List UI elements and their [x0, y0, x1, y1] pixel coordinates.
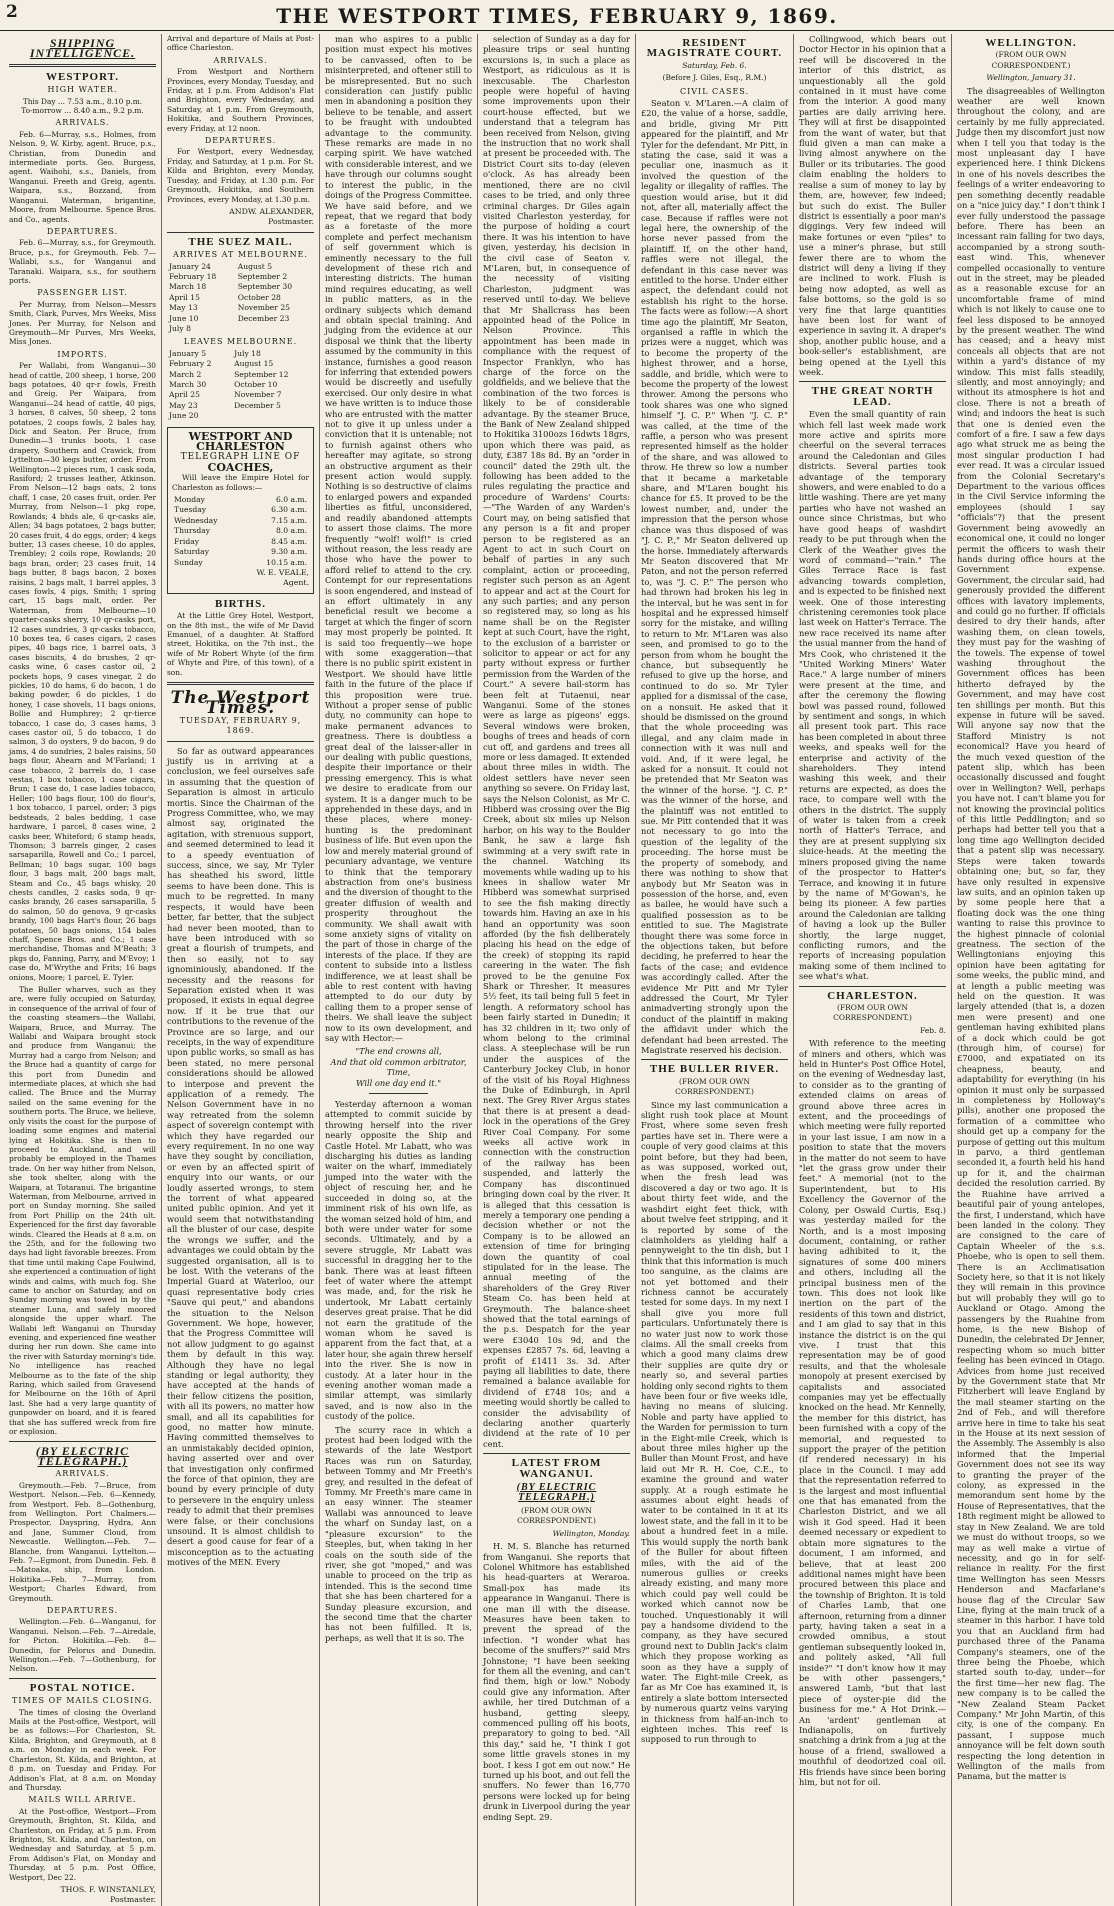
high-water-heading: HIGH WATER. — [47, 85, 118, 95]
column-5 — [636, 34, 794, 1906]
hector-quote-line-3: Will one day end it." — [355, 1077, 442, 1088]
column-3 — [320, 34, 478, 1906]
suez-arrives-table — [167, 262, 314, 335]
charleston-postmaster-name: ANDW. ALEXANDER, — [229, 206, 314, 216]
charleston-heading: CHARLESTON. — [827, 989, 918, 1002]
mails-arrive-heading: MAILS WILL ARRIVE. — [28, 1795, 137, 1805]
arrivals-heading: ARRIVALS. — [55, 118, 110, 128]
suez-arrives-heading: ARRIVES AT MELBOURNE. — [173, 250, 308, 260]
buller-byline: (FROM OUR OWN CORRESPONDENT.) — [675, 1076, 754, 1097]
rm-court-date: Saturday, Feb. 6. — [682, 60, 747, 70]
passenger-list-text: Per Murray, from Nelson—Messrs Smith, Clark, Purves, Mrs Weeks, Miss Jones. Per Murray, for Nelson and Greymouth—Mr Purves, Mrs Weeks, Miss Jones. — [9, 299, 156, 347]
mails-closing-heading: TIMES OF MAILS CLOSING. — [12, 1696, 153, 1706]
hector-quote-line-2: And that old common arbitrator, Time, — [330, 1056, 467, 1078]
coach-intro: Will leave the Empire Hotel for Charleston as follows:— — [172, 473, 309, 492]
postal-notice-heading: POSTAL NOTICE. — [29, 1681, 136, 1694]
table-row: April 15 October 28 — [169, 292, 281, 302]
table-row: February 2 August 15 — [169, 359, 274, 369]
table-row: Tuesday 6.30 a.m. — [174, 505, 307, 515]
charleston-mails-intro: Arrival and departure of Mails at Post-office Charleston. — [167, 34, 314, 53]
suicide-attempt-news: Yesterday afternoon a woman attempted to commit suicide by throwing herself into the river nearly opposite the Ship and Castle Hotel. Mr Labatt, who was discharging his duties as landing waiter on the wharf, immediately jumped into the water with the object of rescuing her, and he succeeded in doing so, at the imminent risk of his own life, as the woman seized hold of him, and both were under water for some seconds. Ultimately, and by a severe struggle, Mr Labatt was successful in dragging her to the bank. There was at least fifteen feet of water where the attempt was made, and, for the risk he undertook, Mr Labatt certainly deserves great praise. That he did not earn the gratitude of the woman whom he saved is apparent from the fact that, at a later hour, she again threw herself into the river. She is now in custody. At a later hour in the evening another woman made a similar attempt, was similarly saved, and is now also in the custody of the police. — [325, 1099, 472, 1422]
rm-court-heading: RESIDENT MAGISTRATE COURT. — [646, 37, 783, 60]
column-2 — [162, 34, 320, 1906]
imports-text: Per Wallabi, from Wanganui—30 head of cattle, 200 sheep, 1 horse, 200 bags potatoes, 40 qr-r fowls, Freith and Greig. Per Waipara, from Wanganui—24 head of cattle, 40 pigs, 3 horses, 8 calves, 50 sheep, 2 tons potatoes, 2 coops fowls, 2 bales hay, Dick and Seaton. Per Bruce, from Dunedin—3 trunks boots, 1 case drapery, Southern and Crawick, from Lyttelton—30 kegs butter, order. From Wellington—2 pieces rum, 1 cask soda, Rasiford; 2 trusses leather, Atkinson. From Nelson—12 bags oats, 2 tons chaff, 1 case, 20 cases fruit, order. Per Murray, from Nelson—1 pkg rope, Rowlands; 4 bhds ale, 6 qr-casks ale, Allen; 34 bags potatoes, 2 bags butter, 20 cases fruit, 4 do eggs, order; 4 kegs butter, 13 cases cheese, 10 do apples, Trembley; 2 coils rope, Rowlands; 20 bags bran, order; 23 cases fruit, 14 bags butter, 8 bags bacon, 2 boxes raisins, 2 bags malt, 1 barrel apples, 3 cases fowls, 4 pigs, Smith; 1 spring cart, 15 bags malt, order. Per Waterman, from Melbourne—10 quarter-casks sherry, 10 qr-casks port, 12 cases sundries, 3 qr-casks tobacco, 10 boxes tea, 6 cases cigars, 2 cases pipes, 40 bags rice, 1 barrel oats, 3 cases biscuits, 4 do brushes, 2 qr-casks wine, 6 cases castor oil, 2 pockets hops, 9 cases vinegar, 2 do pickles, 10 do hams, 6 do bacon, 1 do baking powder, 6 do pickles, 1 do honey, 1 case shovels, 11 bags onions, Bollie and Humphrey; 2 qr-tierce tobacco, 1 case do, 3 cases hams, 3 cases castor oil, 5 do tobacco, 1 do salmon, 3 do oysters, 9 do bacon, 9 do jams, 4 do sundries, 2 bales raisins, 50 bags flour, Ahearn and M'Farland; 1 case tobacco, 2 barrels do, 1 case vestas, 1 box tobacco, 1 case cigars, Brun; 1 case do, 1 case ladies tobacco, Heller; 100 bags flour, 100 do flour's, 1 box tobacco, 1 parcel, order; 3 pigs bedsteads, 2 bales bedding, 1 case hardware, 1 parcel, 8 cases wine, 2 casks beer, Whiteford; 6 stamp heads, Thomson; 3 barrels ginger, 2 cases sarsaparilla, Rowell and Co.; 1 parcel, Bellman; 10 bags sugar, 100 bags flour, 3 bags malt, 200 bags malt, Steam and Co., 45 bags whisky, 20 chests candles, 2 casks soda, 9 qr-casks brandy, 26 cases sarsaparilla, 5 do salmon, 50 do genova, 9 qr-casks brandy, 100 bags Hart's flour, 26 bags potatoes, 50 bags onions, 154 bales chaff, Spence Bros. and Co.; 1 case merchandise, Thomas and M'Beath; 3 pkgs do, Fanning, Parry, and M'Evoy; 1 case do, M'Wrythe and Frits; 16 bags onions, Moore; 1 parcel, E. Tyler. — [9, 361, 156, 982]
table-row: Wednesday 7.15 a.m. — [174, 515, 307, 525]
wanganui-heading: LATEST FROM WANGANUI. — [511, 1457, 602, 1480]
postmaster-name: THOS. F. WINSTANLEY, — [60, 1884, 156, 1894]
departures-heading: DEPARTURES. — [46, 226, 119, 236]
coach-agent-name: W. E. VEALE, — [256, 567, 309, 577]
wellington-dateline: Wellington, January 31. — [986, 73, 1076, 83]
charleston-byline: (FROM OUR OWN CORRESPONDENT.) — [833, 1002, 912, 1023]
departures-text: Feb. 6—Murray, s.s., for Greymouth. Bruce, p.s., for Greymouth. Feb. 7—Wallabi, s.s., for Wanganui and Taranaki. Waipara, s.s., for southern ports. — [9, 238, 156, 285]
editorial-date: TUESDAY, FEBRUARY 9, 1869. — [179, 715, 302, 736]
charleston-departures-heading: DEPARTURES. — [204, 136, 277, 146]
rm-court-before: (Before J. Giles, Esq., R.M.) — [662, 73, 767, 83]
table-row: May 13 November 25 — [169, 303, 290, 313]
high-water-today: This Day ... 7.53 a.m., 8.10 p.m. — [22, 96, 143, 106]
westport-heading: WESTPORT. — [46, 70, 119, 83]
rm-court-text: Seaton v. M'Laren.—A claim of £20, the value of a horse, saddle, and bridle, giving Mr Pitt appeared for the plaintiff, and Mr Tyler for the defendant. Mr Pitt, in stating the case, said it was a peculiar one, inasmuch as it involved the question of the legality or illegality of raffles. The question would arise, but it did not, after all, materially affect the case. Because if raffles were not legal here, the ownership of the horse never passed from the plaintiff. If, on the other hand, raffles were not illegal, the defendant in this case never was entitled to the horse. Under either aspect, the defendant could not establish his right to the horse. The facts were as follow:—A short time ago the plaintiff, Mr Seaton, organised a raffle in which the prizes were a nugget, which was to become the property of the highest thrower, and a horse, saddle, and bridle, which were to become the property of the lowest thrower. Among the persons who took shares was one who signed himself "J. C. P." When "J. C. P." was called, at the time of the raffle, a person who was present represented himself as the holder of the share, and was allowed to throw. He threw so low a number that it became a marketable share, and M'Laren bought his chance for £5. It proved to be the lowest number, and, under the impression that the person whose chance was thus disposed of was "J. C. P.," Mr Seaton delivered up the horse. Immediately afterwards Mr Seaton discovered that Mr Paton, and not the person referred to, was "J. C. P." The person who had thrown had broken his leg in the interval, but he was sent in for hospital and he expressed himself sorry for the mistake, and willing to return to Mr. M'Laren was also seen, and promised to go to the person from whom he bought the chance, but subsequently he refused to give up the horse, and continued to do so. Mr Tyler applied for a dismissal of the case, on a nonsuit. He asked that it should be dismissed on the ground that the whole proceeding was illegal, and any claim made in connection with it was null and void. And, if it were legal, he asked for a nonsuit. It could not be pretended that Mr Seaton was the winner of the horse. "J. C. P." was the winner of the horse, and the plaintiff was not entitled to sue. Mr Pitt contended that it was not necessary to go into the question of the legality of the proceeding. The horse must be the property of somebody, and there was nothing to show that anybody but Mr Seaton was in possession of the horse, and, even as bailee, he would have such a qualified possession as to be entitled to sue. The Magistrate thought there was some force in the objections taken, but before deciding, he preferred to hear the facts of the case; and evidence was accordingly called. After the evidence Mr Pitt and Mr Tyler addressed the Court, Mr Tyler animadverting strongly upon the conduct of the plaintiff in making the affidavit under which the defendant had been arrested. The Magistrate reserved his decision. — [641, 98, 788, 1055]
editorial-paper-name: The Westport Times. — [170, 687, 311, 719]
imports-heading: IMPORTS. — [57, 349, 108, 359]
wellington-heading: WELLINGTON. — [985, 37, 1077, 49]
local-news: selection of Sunday as a day for pleasure trips or seal hunting excursions is, in such a place as Westport, as ridiculous as it is inexcusable. The Charleston people were hopeful of having some improvements upon their court-house effected, but we understand that a telegram has been received from Nelson, giving the instruction that no work shall at present be proceeded with. The District Court sits to-day (eleven o'clock. As has already been mentioned, there are no civil cases to be tried, and only three criminal charges. Dr Giles again visited Charleston yesterday, for the purpose of holding a court there. It was his intention to have given, yesterday, his decision in the civil case of Seaton v. M'Laren, but, in consequence of the necessity of visiting Charleston, judgment was reserved until to-day. We believe that Mr Shallcrass has been appointed head of the Police in Nelson Province. This appointment has been made in compliance with the request of Inspector Franklyn, who has charge of the force on the goldfields, and we believe that the combination of the two forces is likely to be of considerable advantage. By the steamer Bruce, the Bank of New Zealand shipped to Hokitika 3100ozs 16dwts 18grs, upon which there was paid, as duty, £387 18s 8d. By an "order in council" dated the 29th ult. the following has been added to the rules regulating the practice and procedure of Wardens' Courts:—"The Warden of any Warden's Court may, on being satisfied that any person is a fit and proper person to be registered as an Agent to act in such Court on behalf of parties in any such complaint, action or proceeding, register such person as an Agent to appear and act at the Court for any such parties; and any person so registered may, so long as his name shall be on the Register kept at such Court, have the right, to the exclusion of a barrister or solicitor to appear or act for any party without express or further permission from the Warden of the Court." A severe hail-storm has been felt at Tutaenui, near Wanganui. Some of the stones were as large as pigeons' eggs. Several windows were broken, boughs of trees and heads of corn cut off, and gardens and trees all more or less damaged. It extended about three miles in width. The oldest settlers have never seen anything so severe. On Friday last, says the Nelson Colonist, as Mr C. Hibberd was crossing over the Big Creek, about six miles up Nelson harbor, on his way to the Boulder Bank, he saw a large fish swimming at a very swift rate in the channel. Watching its movements while wading up to his knees in shallow water Mr Hibberd was somewhat surprised to see the fish making directly towards him. Having an axe in his hand an opportunity was soon afforded (by the fish deliberately placing his head on the edge of the creek) of stopping its rapid careering in the water. The fish proved to be the genuine Fox Shark or Thresher. It measures 5½ feet, its tail being full 5 feet in length. A reformatory school has been fairly started in Dunedin; it has 32 children in it; two only of whom belong to the criminal class. A steeplechase will be run under the auspices of the Canterbury Jockey Club, in honor of the visit of his Royal Highness the Duke of Edinburgh, in April next. The Grey River Argus states that there is at present a dead-lock in the operations of the Grey River Coal Company. For some weeks all active work in connection with the construction of the railway has been suspended, and latterly the Company has discontinued bringing down coal by the river. It is alleged that this cessation is merely a temporary one pending a decision whether or not the Company is to be allowed an extension of time for bringing down the quantity of coal stipulated for in the lease. The annual meeting of the shareholders of the Grey River Steam Co. has been held at Greymouth. The balance-sheet showed that the total earnings of the p.s. Despatch for the year were £3040 10s 9d, and the expenses £2857 7s. 6d, leaving a profit of £1411 3s. 3d. After paying all liabilities to date, there remained a balance available for dividend of £748 10s; and a meeting would shortly be called to consider the advisability of declaring another quarterly dividend at the rate of 10 per cent. — [483, 34, 630, 1449]
coach-title-2: TELEGRAPH LINE OF — [180, 452, 301, 463]
table-row: Friday 8.45 a.m. — [174, 536, 307, 546]
civil-cases-heading: CIVIL CASES. — [679, 86, 750, 96]
table-row: January 24 August 5 — [169, 261, 273, 271]
newspaper-title: THE WESTPORT TIMES, FEBRUARY 9, 1869. — [276, 4, 838, 28]
charleston-arrivals-text: From Westport and Northern Provinces, every Monday, Tuesday, and Friday, at 1 p.m. From Addison's Flat and Brighton, every Wednesday, and Saturday, at 1 p.m. From Greymouth, Hokitika, and Southern Provinces, every Friday, at 12 noon. — [167, 67, 314, 133]
buller-river-heading: THE BULLER RIVER. — [649, 1063, 780, 1076]
postal-notice-text: The times of closing the Overland Mails at the Post-office, Westport, will be as follows:—For Charleston, St. Kilda, Brighton, and Greymouth, at 8 a.m. on Monday in each week. For Charleston, St. Kilda, and Brighton, at 8 p.m. on Tuesday and Friday. For Addison's Flat, at 8 a.m. on Monday and Thursday. — [9, 1707, 156, 1792]
wanganui-byline: (FROM OUR OWN CORRESPONDENT.) — [517, 1505, 596, 1526]
page-number: 2 — [6, 2, 18, 22]
masthead — [0, 0, 1114, 31]
hector-quote-line-1: "The end crowns all, — [355, 1046, 442, 1057]
north-lead-text: Even the small quantity of rain which fell last week made work more active and spirits more cheerful on the several terraces around the Caledonian and Giles districts. Several parties took advantage of the temporary showers, and were enabled to do a little washing. There are yet many parties who have not washed an ounce since Christmas, but who have good heaps of washdirt ready to be put through when the Clerk of the Weather gives the word of command—"rain." The Giles Terrace Race is fast advancing towards completion, and is expected to be finished next week. One of those interesting christening ceremonies took place last week on Hatter's Terrace. The new race received its name after the usual manner from the hand of Mrs Cook, who christened it the "United Working Miners' Water Race." A large number of miners were present at the time, and after the ceremony the flowing bowl was passed round, followed by sentiment and songs, in which all present took part. This race has been completed in about three weeks, and speaks well for the enterprise and activity of the shareholders. They intend washing this week, and their returns are expected, as does the race, to compare well with the others in the district. The supply of water is taken from a creek north of Hatter's Terrace, and they are at present supplying six sluice-heads. At the meeting the miners proposed giving the name of the prospector to Hatter's Terrace, and knowing it in future by the name of M'Gowan's, he being its pioneer. A few parties around the Caledonian are talking of having a look up the Buller shortly, the large nugget, conflicting rumors, and the reports of increasing population making some of them inclined to see what's what. — [799, 409, 946, 982]
coach-agent-title: Agent. — [283, 578, 309, 588]
table-row: April 25 November 7 — [169, 390, 282, 400]
suez-leaves-heading: LEAVES MELBOURNE. — [183, 337, 298, 347]
table-row: Sunday 10.15 a.m. — [174, 557, 307, 567]
suez-mail-heading: THE SUEZ MAIL. — [188, 235, 293, 248]
column-4 — [478, 34, 636, 1906]
table-row: Saturday 9.30 a.m. — [174, 547, 307, 557]
charleston-text: With reference to the meeting of miners and others, which was held in Hunter's Post Office Hotel, on the evening of Wednesday last, to consider as to the granting of extended claims on areas of ground above three acres in extent, and the proceedings of which meeting were fully reported in your last issue, I am now in a position to state that the movers in the matter do not seem to have "let the grass grow under their feet." A memorial (not to the Superintendent, but to His Excellency the Governor of the Colony, per Oswald Curtis, Esq.) was yesterday mailed for the North, and is a most imposing document, containing, or rather having adhibited to it, the signatures of some 400 miners and others, including all the principal business men of the town. This does not look like inertion on the part of the residents of this town and district, and I am glad to say that in this instance the district is on the qui vive. I trust that this representation may be of good results, and that the wholesale monopoly at present exercised by capitalists and associated companies may yet be effectually knocked on the head. Mr Kennelly, the member for this district, has been furnished with a copy of the memorial, and requested to support the prayer of the petition (if rendered necessary) in his place in the Council. I may add that the representation referred to is the largest and most influential one that has emanated from the Charleston District, and we all wish it God speed. Had it been deemed necessary or expedient to obtain more signatures to the document, I am informed, and believe, that at least 200 additional names might have been procured between this place and the township of Brighton. It is told of Charles Lamb, that one afternoon, returning from a dinner party, having taken a seat in a crowded omnibus, a stout gentleman subsequently looked in, and politely asked, "All full inside?" "I don't know how it may be with other passengers," answered Lamb, "but that last piece of oyster-pie did the business for me." A Hot Drink.—An 'ardent' gentleman at Indianapolis, on furtively snatching a drink from a jug at the house of a friend, swallowed a mouthful of deodorized coal oil. His friends have since been boring him, but not for oil. — [799, 1038, 946, 1788]
table-row: June 20 — [169, 411, 199, 421]
editorial-text: So far as outward appearances justify us in arriving at a conclusion, we feel ourselves safe in assuming that the question of Separation is almost in articulo mortis. Since the Chairman of the Progress Committee, who, we may almost say, originated the agitation, with strenuous support, and seemed determined to lead it to a speedy eventuation of success, since, we say, Mr Tyler has sheathed his sword, little seems to have been done. This is much to be regretted. In many respects, it would have been better, far better, that the subject had never been mooted, than to have been introduced with so great a flourish of trumpets, and then so easily, not to say ignominiously, abandoned. If the necessity and the reasons for Separation existed when it was proposed, it exists in equal degree now. If it be true that our contributions to the revenue of the Province are so large, and our receipts, in the way of expenditure upon public works, so small as has been stated, no mere personal considerations should be allowed to interpose and prevent the application of a remedy. The Nelson Government have in no way retreated from the solemn aspect of sovereign contempt with which they have regarded our every requirement. In no one way have they sought by conciliation, or even by an affected spirit of enquiry into our wants, or our loudly asserted wrongs, to stem the torrent of what appeared united public opinion. And yet it would seem that notwithstanding all the bluster of our case, despite the wrongs we suffer, and the advantages we could obtain by the suggested organisation, all is to be lost. With the veterans of the Imperial Guard at Waterloo, our quasi representative body cries "Sauve qui peut," and abandons the situation to the Nelson Government. We hope, however, that the Progress Committee will not allow judgment to go against them by default in this way. Although they have no legal standing or legal authority, they have accepted at the hands of their fellow citizens the position, with all its powers, no matter how small, and all its capabilities for good, no matter how minute. Having committed themselves to an unmistakably decided opinion, having asserted over and over that investigation only confirmed the force of that opinion, they are bound by every principle of duty to persevere in the enquiry unless ready to admit that their premises were false, or their conclusions unsound. It is almost childish to desert a good cause for fear of a misconception as to the actuating motives of the MEN. Every — [167, 745, 315, 1568]
high-water-tomorrow: To-morrow ... 8.40 a.m., 9.2 p.m. — [21, 106, 144, 116]
births-text: At the Little Grey Hotel, Westport, on the 8th inst., the wife of Mr David Emanuel, of a daughter. At Stafford street, Hokitika, on the 7th inst., the wife of Mr Robert Whyte (of the firm of Whyte and Pire, of this town), of a son. — [167, 611, 314, 677]
table-row: March 30 October 10 — [169, 380, 278, 389]
table-row: Monday 6.0 a.m. — [174, 495, 307, 505]
charleston-departures-text: For Westport, every Wednesday, Friday, and Saturday, at 1 p.m. For St. Kilda and Brighton, every Monday, Tuesday, and Friday, at 1.30 p.m. For Greymouth, Hokitika, and Southern Provinces, every Monday, at 1.30 p.m. — [167, 147, 314, 204]
column-7 — [952, 34, 1110, 1906]
table-row: June 10 December 23 — [169, 313, 290, 323]
tel-arrivals-text: Greymouth.—Feb. 7—Bruce, from Westport. Nelson.—Feb. 6—Kennedy, from Westport. Feb. 8—Gothenburg, from Wellington. Port Chalmers.—Prospector, Dayspring, Hydra, Ann and Jane, Summer Cloud, from Newcastle. Wellington.—Feb. 7—Blanche, from Wanganui. Lyttelton.—Feb. 7—Egmont, from Dunedin. Feb. 8—Matoaka, ship, from London. Hokitika.—Feb. 7—Murray, from Westport; Charles Edward, from Greymouth. — [9, 1480, 156, 1603]
shipping-heading: SHIPPING INTELLIGENCE. — [29, 36, 136, 61]
wanganui-dateline: Wellington, Monday. — [552, 1528, 630, 1538]
suez-leaves-table — [167, 349, 314, 422]
postmaster-title: Postmaster. — [110, 1895, 156, 1905]
telegraph-heading: (BY ELECTRIC TELEGRAPH.) — [35, 1443, 130, 1468]
table-row: March 2 September 12 — [169, 369, 289, 379]
births-heading: BIRTHS. — [215, 597, 266, 610]
table-row: January 5 July 18 — [169, 348, 261, 358]
table-row: Thursday 8.0 a.m. — [174, 526, 307, 536]
buller-river-text: Since my last communication a slight rush took place at Mount Frost, where some seven fresh parties have set in. There were a couple of very good claims at this point before, but they had been, as was supposed, worked out, when the fresh lead was discovered a day or two ago. It is about thirty feet wide, and the washdirt eight feet thick, with about twelve feet stripping, and it is reported by some of the claimholders as yielding half a pennyweight to the tin dish, but I think that this information is much too sanguine, as the claims are not yet bottomed and their richness cannot be accurately tested for some days. In my next I shall give you more full particulars. Unfortunately there is no water just now to work those claims. All the small creeks from which a good many claims drew their supplies are quite dry or nearly so, and several parties holding only second rights to them have been four or five weeks idle, having no means of sluicing. Noble and party have applied to the Warden for permission to turn in the Eight-mile Creek, which is about three miles higher up the Buller than Mount Frost, and have laid out Mr R. H. Coe, C.E., to examine the ground and water supply. At a rough estimate he assumes about eight heads of water to be contained in it at its lowest state, and the fall in it to be about a hundred feet in a mile. This would supply the north bank of the Buller for about fifteen miles, with the aid of the numerous gullies or creeks already existing, and many more which could pay well could be worked which cannot now be touched. Unquestionably it will pay a handsome dividend to the company, as they have secured ground next to Dublin Jack's claim which they propose working as soon as they have a supply of water. The Eight-mile Creek, as far as Mr Coe has examined it, is entirely a slate bottom intersected by numerous quartz veins varying in thickness from half-an-inch to eighteen inches. This reef is supposed to run through to — [641, 1099, 788, 1745]
table-row: May 23 December 5 — [169, 400, 281, 410]
newspaper-columns — [4, 34, 1110, 1905]
buller-river-continued: Collingwood, which bears out Doctor Hector in his opinion that a reef will be discovered in the interior of this district, as unquestionably all the gold contained in it must have come from the interior. A good many parties are daily arriving here. They will at first be disappointed from the want of water, but that fluid given a man can make a living almost anywhere on the Buller or its tributaries. The good claim enabling the holders to realise a sum of money to lay by them, are, however, few indeed; but such do exist. The Buller district is essentially a poor man's diggings. Very few indeed will make fortunes or even "piles" to use a miner's phrase, but still fewer there are to whom the district will deny a living if they are inclined to work. Flush is being now adopted, as well as false bottoms, so the gold is so very fine that large quantities have been lost for want of experience in saving it. A draper's shop, another public house, and a book-seller's establishment, are being opened at the Lyell this week. — [799, 34, 946, 377]
table-row: February 18 September 2 — [169, 271, 288, 281]
coach-timetable — [172, 495, 309, 568]
passenger-list-heading: PASSENGER LIST. — [37, 288, 128, 298]
coach-advertisement — [167, 427, 314, 594]
wanganui-text: H. M. S. Blanche has returned from Wanganui. She reports that Colonel Whitmore has established his head-quarters at Weraroa. Small-pox has made its appearance in Wanganui. There is one man ill with the disease. Measures have been taken to prevent the spread of the infection. "I wonder what has become of the snuffers?" said Mrs Johnstone; "I have been seeking for them all the evening, and can't find them, high or low." Nobody could give any information. After awhile, her tired Dutchman of a husband, getting sleepy, commenced pulling off his boots, preparatory to going to bed. "All this day," said he, "I think I got some little gravels stones in my boot. I kess I got em out now." He turned up his boot, and out fell the snuffers. No fewer than 16,770 persons were locked up for being drunk in Liverpool during the year ending Sept. 29. — [483, 1541, 631, 1822]
column-1 — [4, 34, 162, 1906]
tel-departures-heading: DEPARTURES. — [46, 1606, 119, 1615]
coach-title-3: COACHES, — [207, 460, 274, 474]
table-row: July 8 — [169, 323, 191, 333]
north-lead-heading: THE GREAT NORTH LEAD. — [811, 385, 934, 408]
coach-title-1: WESTPORT AND CHARLESTON — [188, 429, 293, 454]
editorial-continued: man who aspires to a public position must expect his motives to be canvassed, often to be misinterpreted, and oftener still to be misrepresented. But no such consideration can justify public men in abandoning a position they believe to be tenable, and assert to be fraught with undoubted advantage to the community. These remarks are made in no carping spirit. We have watched with considerable interest, and we have through our columns sought to interest the public, in the doings of the Progress Committee. We have said before, and we repeat, that we regard that body as a foretaste of the more complete and perfect mechanism of self government which is eminently necessary to the full development of these rich and interesting districts. The human mind requires educating, as well in public matters, as in the ordinary subjects which demand and obtain special training. And judging from the evidence at our disposal we think that the liberty assumed by the community in this instance, furnishes a good reason for inferring that extended powers would be discreetly and usefully exercised. Our only desire in what we have written is to induce those who are entrusted with the matter not to give it up unless under a conviction that it is untenable; not to furnish against others who hereafter may agitate, so strong an obstructive argument as their present action would supply. Nothing is so destructive of claims to enlarged powers and expanded liberties as fitful, unconsidered, and readily abandoned attempts to assert those claims. The more frequently "wolf! wolf!" is cried without reason, the less ready are those who have the power to afford relief to attend to the cry. Contempt for our representations is soon engendered, and instead of an effort ultimately in any beneficial result we become a target at which the finger of scorn may most properly be pointed. It is said too frequently—we hope with some exaggeration—that there is no public spirit existent in Westport. We should have little faith in the future of the place if this proposition were true. Without a proper sense of public duty, no community can hope to make permanent advances to greatness. There is doubtless a great deal of the laisser-aller in our dealing with public questions, despite their importance or their pressing emergency. This is what we desire to eradicate from our system. It is a danger much to be apprehended in these days, and in these places, where money-hunting is the predominant business of life. But even upon the low and merely material ground of pecuniary advantage, we venture to think that the temporary abstraction from one's business and the diversion of thought to the greater diffusion of wealth and prosperity throughout the community. We shall await with some anxiety signs of vitality on the part of those in charge of the interests of the place. If they are content to subside into a listless indifference, we at least shall be able to rest content with having attempted to do our duty by calling them to a proper sense of theirs. We shall leave the subject now to its own development, and say with Hector:— — [325, 34, 472, 1043]
race-and-wallabi-news: The scurry race in which a protest had been lodged with the stewards of the late Westport Races was run on Saturday, between Tommy and Mr Freeth's grey, and resulted in the defeat of Tommy. Mr Freeth's mare came in an easy winner. The steamer Wallabi was announced to leave the wharf on Sunday last, on a "pleasure excursion" to the Steeples, but, when taking in her coals on the south side of the river, she got "moped," and was unable to proceed on the trip as intended. This is the second time that she has been chartered for a Sunday pleasure excursion, and the second time that the charter has not been fulfilled. It is, perhaps, as well that it is so. The — [325, 1424, 472, 1643]
shipping-notes: The Buller wharves, such as they are, were fully occupied on Saturday, in consequence of the arrival of four of the coasting steamers—the Wallabi, Waipara, Bruce, and Murray. The Wallabi and Waipara brought stock and produce from Wanganui; the Murray had a cargo from Nelson; and the Bruce had a quantity of cargo for this port from Dunedin and intermediate places, at which she had called. The Bruce and the Murray sailed on the same evening for the southern ports. The Bruce, we believe, only visits the coast for the purpose of loading some engines and material lying at Hokitika. She is then to proceed to Auckland, and will probably be employed in the Thames trade. On her way hither from Nelson, she took shelter, along with the Waipara, at Totaranui. The brigantine Waterman, from Melbourne, arrived in port on Sunday morning. She sailed from Port Phillip on the 24th ult. Experienced for the first day favorable winds. Cleared the Heads at 8 a.m. on the 25th, and for the following two days had light favorable breezes. From that time until making Cape Foulwind, she experienced a continuation of light winds and calms, with much fog. She came to anchor on Saturday, and on Sunday morning was towed in by the steamer Luna, and safely moored alongside the upper wharf. The Wallabi left Wanganui on Thursday evening, and experienced fine weather during her run down. She came into the river with Saturday morning's tide. No intelligence has reached Melbourne as to the fate of the ship Raring, which sailed from Gravesend for Melbourne on the 16th of April last. She had a very large quantity of gunpowder on board, and it is feared that she has suffered wreck from fire or explosion. — [9, 985, 156, 1437]
wanganui-telegraph: (BY ELECTRIC TELEGRAPH.) — [516, 1482, 597, 1504]
charleston-postmaster-title: Postmaster. — [268, 217, 314, 227]
charleston-dateline: Feb. 8. — [920, 1025, 946, 1035]
wellington-text: The disagreeables of Wellington weather are well known throughout the colony, and are certainly by me fully appreciated. Judge then my discomfort just now when I tell you that today is the most unpleasant day I have experienced here. I think Dickens in one of his novels describes the feelings of a writer endeavoring to pen something decently readable on a "nice juicy day." I don't think I ever fully understood the passage before. There has been an incessant rain falling for two days, accompanied by a strong south-east wind. This, whenever compelled occasionally to venture out in the street, may be pleaded as a reasonable excuse for an uncomfortable frame of mind which is not likely to cause one to feel less disposed to be annoyed by the present weather. The wind has ceased; and a heavy mist conceals all objects that are not within a yard's distance of my window. This mist falls steadily, silently, and most annoyingly; and without its atmosphere is hot and close. There is not a breath of wind; and indoors the heat is such that one is denied even the comfort of a fire. I saw a few days ago what struck me as being the most singular production I had ever read. It was a circular issued from the Colonial Secretary's Department to the various offices in the Civil Service informing the employees (should I say "officials"?) that the present Government being avowedly an economical one, it could no longer permit the officers to wash their hands during office hours at the Government expense. Government, the circular said, had generously provided the different offices with lavatory implements, and could go no further. If officials desired to dry their hands, after washing them, on clean towels, they must pay for the washing of the towels. The expense of towel washing throughout the Government offices has been hitherto defrayed by the Government, and may have cost ten shillings per month. But this expense in future will be saved. Will anyone say now that the Stafford Ministry is not economical? Have you heard of the much vexed question of the patent slip, which has been occasionally discussed and fought over in Wellington? Well, perhaps you have not. I can't blame you for not knowing the provincial politics of this little Peddlington; and so perhaps had better tell you that a long time ago Wellington decided that a patent slip was necessary. Steps were taken towards obtaining one; but, so far, they have only resulted in expensive law suits, and an opinion taken up by some people here that a floating dock was the one thing wanting to raise this province to the highest pinnacle of colonial greatness. The section of the Wellingtonians enjoying this opinion have been agitating for some weeks, the public mind, and at length a public meeting was held on the question. It was largely attended (that is, a dozen men were present) and one gentleman having exhibited plans of a dock which could be got (through him, of course) for £7000, and expatiated on its cheapness, beauty, and adaptability for everything (in his opinion it must only be surpassed in completeness by Holloway's pills), another one proposed the formation of a committee who should get up a company for the purpose of getting out this multum in parvo, a third gentleman seconded it, a fourth held his hand up for it, and the chairman decided the resolution carried. By the Ruahine have arrived a beautiful pair of young antelopes, the first, I understand, which have been landed in the colony. They are consigned to the care of Captain Wheeler of the s.s. Phoebe, who is open to sell them. There is an Acclimatisation Society here, so that it is not likely they will remain in this province but will probably they will go to Auckland or Otago. Among the passengers by the Ruahine from home, is the new Bishop of Dunedin, the celebrated Dr Jenner, respecting whom so much bitter feeling has been evinced in Otago. Advices from home just received by the Government state that Mr Fitzherbert will leave England by the mail steamer starting on the 2nd of Feb., and will therefore arrive here in time to take his seat in the House at its next session of the Assembly. The Assembly is also informed that the Imperial Government does not see its way to granting the prayer of the colony, as expressed in the memorandum sent home by the House of Representatives, that the 18th regiment might be allowed to stay in New Zealand. We are told we must do without troops, so we may as well make a virtue of necessity, and go in for self-reliance in reality. For the first time Wellington has seen Messrs Henderson and Macfarlane's house flag of the Circular Saw Line, flying at the main truck of a steamer in this harbor. I have told you that an Auckland firm had purchased three of the Panama Company's steamers, one of the three being the Phoebe, which started south to-day, under—for the first time—her new flag. The new company is to be called the "New Zealand Steam Packet Company." Mr John Martin, of this city, is one of the company. En passant, I suppose much annoyance will be felt down south respecting the long detention in Wellington of the mails from Panama, but the matter is — [957, 85, 1105, 1782]
table-row: March 18 September 30 — [169, 282, 293, 292]
tel-arrivals-heading: ARRIVALS. — [55, 1469, 110, 1479]
arrivals-text: Feb. 6—Murray, s.s., Holmes, from Nelson. 9, W. Kirby, agent. Bruce, p.s., Christian, from Dunedin and intermediate ports. Geo. Burgess, agent. Waihohi, s.s., Daniels, from Wanganui. Freeth and Greig, agents. Waipara, s.s., Bozzand, from Wanganui. Waterman, brigantine, Moore, from Melbourne. Spence Bros. and Co., agents. — [9, 129, 156, 224]
tel-departures-text: Wellington.—Feb. 6—Wanganui, for Wanganui. Nelson.—Feb. 7—Airedale, for Picton. Hokitika.—Feb. 8—Dunedin, for Pelorus and Dunedin. Wellington.—Feb. 7—Gothenburg, for Nelson. — [9, 1617, 156, 1674]
mails-arrive-text: At the Post-office, Westport—From Greymouth, Brighton, St. Kilda, and Charleston, on Friday, at 5 p.m. From Brighton, St. Kilda, and Charleston, on Wednesday and Saturday, at 5 p.m. From Addison's Flat, on Monday and Thursday, at 5 p.m. Post Office, Westport, Dec 22. — [9, 1806, 156, 1882]
wellington-byline: (FROM OUR OWN CORRESPONDENT.) — [991, 50, 1071, 70]
column-6 — [794, 34, 952, 1906]
charleston-arrivals-heading: ARRIVALS. — [213, 55, 268, 65]
